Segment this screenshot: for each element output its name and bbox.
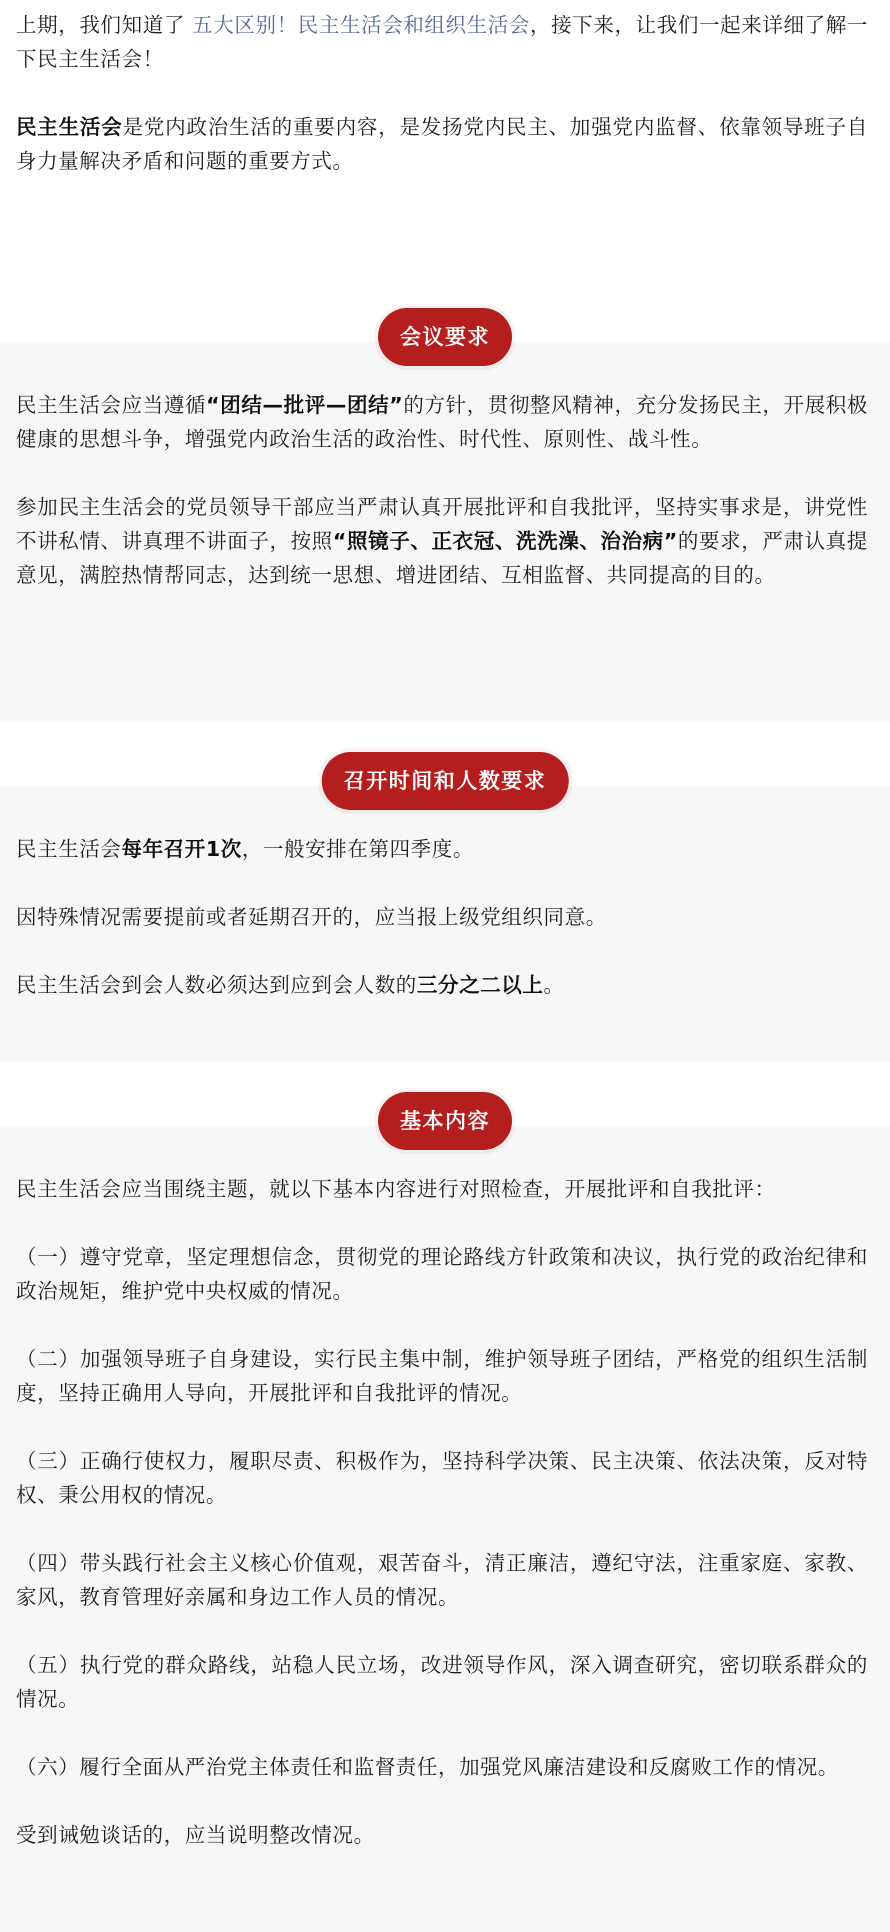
closing-paragraph: 受到诫勉谈话的，应当说明整改情况。 bbox=[16, 1823, 375, 1847]
section-body-time-and-attendance bbox=[16, 832, 868, 1002]
section-title-meeting-requirements: 会议要求 bbox=[378, 308, 512, 366]
text: 的要求，严肃认真提意见，满腔热情帮同志，达到统一思想、增进团结、互相监督、共同提高的目的。 bbox=[16, 529, 869, 587]
text: 民主生活会 bbox=[16, 837, 122, 861]
intro-text: 上期，我们知道了 bbox=[16, 13, 185, 37]
paragraph bbox=[16, 388, 868, 456]
text: 参加民主生活会的党员领导干部应当严肃认真开展批评和自我批评，坚持实事求是，讲党性不讲私情、讲真理不讲面子，按照 bbox=[16, 495, 868, 553]
intro-text-cont: ，接下来，让我们一起来详细了解一下民主生活会！ bbox=[16, 13, 868, 71]
list-item: （一）遵守党章，坚定理想信念，贯彻党的理论路线方针政策和决议，执行党的政治纪律和政治规矩，维护党中央权威的情况。 bbox=[16, 1245, 868, 1303]
paragraph: 民主生活会应当围绕主题，就以下基本内容进行对照检查，开展批评和自我批评： bbox=[16, 1177, 776, 1201]
list-item: （三）正确行使权力，履职尽责、积极作为，坚持科学决策、民主决策、依法决策，反对特权、秉公用权的情况。 bbox=[16, 1449, 868, 1507]
text: ，一般安排在第四季度。 bbox=[241, 837, 474, 861]
intro-text: 是党内政治生活的重要内容，是发扬党内民主、加强党内监督、依靠领导班子自身力量解决矛盾和问题的重要方式。 bbox=[16, 115, 869, 173]
list-item: （五）执行党的群众路线，站稳人民立场，改进领导作风，深入调查研究，密切联系群众的情况。 bbox=[16, 1653, 868, 1711]
intro bbox=[16, 8, 868, 178]
bold-term: 民主生活会 bbox=[16, 115, 123, 139]
section-title-basic-content: 基本内容 bbox=[378, 1092, 512, 1150]
section-body-basic-content bbox=[16, 1172, 868, 1852]
section-body-meeting-requirements bbox=[16, 388, 868, 592]
text: 民主生活会到会人数必须达到应到会人数的 bbox=[16, 973, 417, 997]
text: 的方针，贯彻整风精神，充分发扬民主，开展积极健康的思想斗争，增强党内政治生活的政治性、时代性、原则性、战斗性。 bbox=[16, 393, 869, 451]
paragraph bbox=[16, 968, 868, 1002]
paragraph bbox=[16, 832, 868, 866]
bold-phrase: 三分之二以上 bbox=[416, 973, 544, 997]
previous-article-link[interactable]: 五大区别！民主生活会和组织生活会 bbox=[192, 13, 531, 37]
intro-paragraph-2 bbox=[16, 110, 868, 178]
paragraph bbox=[16, 490, 868, 592]
text: 。 bbox=[543, 973, 565, 997]
text: 民主生活会应当遵循 bbox=[16, 393, 207, 417]
bold-phrase: 每年召开1次 bbox=[121, 837, 242, 861]
bold-phrase: “照镜子、正衣冠、洗洗澡、治治病” bbox=[332, 529, 678, 553]
list-item: （六）履行全面从严治党主体责任和监督责任，加强党风廉洁建设和反腐败工作的情况。 bbox=[16, 1755, 839, 1779]
bold-phrase: “团结—批评—团结” bbox=[206, 393, 404, 417]
paragraph: 因特殊情况需要提前或者延期召开的，应当报上级党组织同意。 bbox=[16, 905, 607, 929]
section-title-time-and-attendance: 召开时间和人数要求 bbox=[322, 752, 569, 810]
list-item: （四）带头践行社会主义核心价值观，艰苦奋斗，清正廉洁，遵纪守法，注重家庭、家教、家风，教育管理好亲属和身边工作人员的情况。 bbox=[16, 1551, 868, 1609]
intro-paragraph-1 bbox=[16, 8, 868, 76]
list-item: （二）加强领导班子自身建设，实行民主集中制，维护领导班子团结，严格党的组织生活制度，坚持正确用人导向，开展批评和自我批评的情况。 bbox=[16, 1347, 868, 1405]
